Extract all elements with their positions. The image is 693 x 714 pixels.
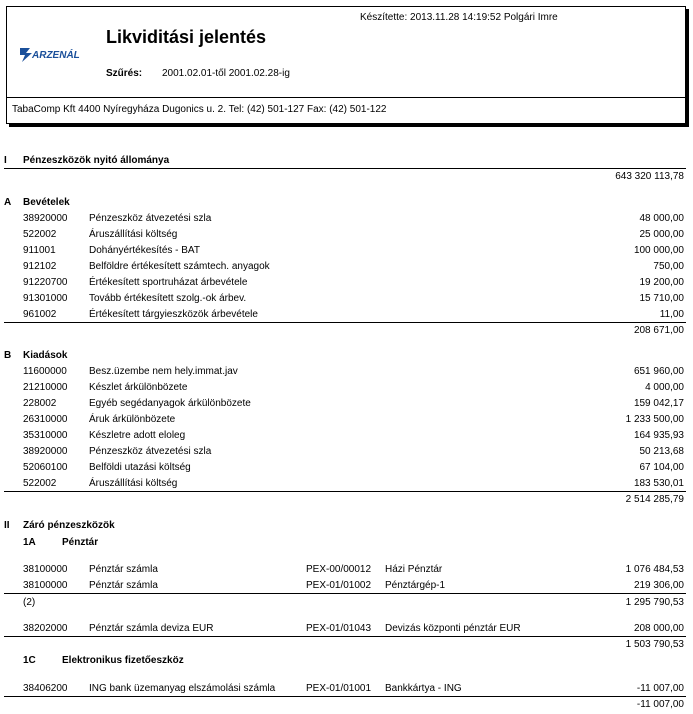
subsection-1a-num: 1A [23, 537, 36, 548]
header-divider [6, 97, 685, 98]
table-row-code: 912102 [23, 261, 57, 272]
table-row-amount: 15 710,00 [639, 293, 684, 304]
section-ii-title: Záró pénzeszközök [23, 520, 115, 531]
filter-value: 2001.02.01-től 2001.02.28-ig [162, 68, 290, 79]
table-row-amount: 4 000,00 [645, 382, 684, 393]
subsection-1c-num: 1C [23, 655, 36, 666]
table-row-amount: 19 200,00 [639, 277, 684, 288]
group-total: 1 295 790,53 [625, 597, 684, 608]
table-row-code: 38100000 [23, 564, 68, 575]
table-row-desc: Pénztár számla [89, 564, 158, 575]
table-row-amount: 219 306,00 [633, 580, 684, 591]
section-b-total: 2 514 285,79 [625, 494, 684, 505]
table-row-amount: 100 000,00 [633, 245, 684, 256]
table-row-code: 91301000 [23, 293, 68, 304]
arzenal-logo-icon [18, 44, 90, 64]
table-row-desc: Áruszállítási költség [89, 478, 178, 489]
table-row-amount: 11,00 [659, 309, 684, 320]
table-row-amount: 1 076 484,53 [625, 564, 684, 575]
table-row-desc: Értékesített tárgyieszközök árbevétele [89, 309, 258, 320]
section-divider [4, 636, 686, 637]
table-row-desc: Tovább értékesített szolg.-ok árbev. [89, 293, 247, 304]
table-row-code: 38100000 [23, 580, 68, 591]
prepared-by: Készítette: 2013.11.28 14:19:52 Polgári Imre [360, 12, 558, 23]
table-row-ref: PEX-00/00012 [306, 564, 372, 575]
table-row-code: 38202000 [23, 623, 68, 634]
table-row-amount: 208 000,00 [633, 623, 684, 634]
section-b-title: Kiadások [23, 350, 68, 361]
table-row-desc: Belföldi utazási költség [89, 462, 191, 473]
section-i-num: I [4, 155, 7, 166]
table-row-desc: Készletre adott eloleg [89, 430, 186, 441]
company-info: TabaComp Kft 4400 Nyíregyháza Dugonics u. 2. Tel: (42) 501-127 Fax: (42) 501-122 [12, 104, 387, 115]
subsection-1a-total: 1 503 790,53 [625, 639, 684, 650]
table-row-code: 911001 [23, 245, 56, 256]
table-row-desc: Áruszállítási költség [89, 229, 178, 240]
table-row-code: 228002 [23, 398, 57, 409]
section-divider [4, 696, 686, 697]
table-row-code: 11600000 [23, 366, 67, 377]
table-row-code: 38406200 [23, 683, 68, 694]
section-i-title: Pénzeszközök nyitó állománya [23, 155, 170, 166]
table-row-amount: 651 960,00 [633, 366, 684, 377]
table-row-code: 52060100 [23, 462, 68, 473]
subsection-1c-total: -11 007,00 [636, 699, 684, 710]
table-row-amount: 159 042,17 [633, 398, 684, 409]
table-row-amount: 48 000,00 [639, 213, 684, 224]
table-row-ref: PEX-01/01043 [306, 623, 372, 634]
group-label: (2) [23, 597, 36, 608]
section-divider [4, 322, 686, 323]
table-row-code: 961002 [23, 309, 57, 320]
table-row-name: Bankkártya - ING [385, 683, 462, 694]
table-row-desc: Egyéb segédanyagok árkülönbözete [89, 398, 251, 409]
section-divider [4, 491, 686, 492]
table-row-code: 26310000 [23, 414, 68, 425]
table-row-desc: Besz.üzembe nem hely.immat.jav [89, 366, 238, 377]
subsection-1a-title: Pénztár [62, 537, 99, 548]
section-ii-num: II [4, 520, 10, 531]
page-title: Likviditási jelentés [106, 27, 267, 47]
section-divider [4, 168, 686, 169]
table-row-desc: Pénztár számla [89, 580, 158, 591]
table-row-name: Pénztárgép-1 [385, 580, 446, 591]
table-row-code: 38920000 [23, 446, 68, 457]
table-row-amount: 183 530,01 [633, 478, 684, 489]
table-row-amount: -11 007,00 [636, 683, 684, 694]
table-row-code: 522002 [23, 229, 57, 240]
table-row-code: 91220700 [23, 277, 68, 288]
table-row-amount: 1 233 500,00 [625, 414, 684, 425]
section-a-num: A [4, 197, 12, 208]
table-row-amount: 50 213,68 [639, 446, 684, 457]
table-row-name: Devizás központi pénztár EUR [385, 623, 521, 634]
table-row-code: 35310000 [23, 430, 68, 441]
table-row-code: 38920000 [23, 213, 68, 224]
logo-text: ARZENÁL [32, 50, 80, 61]
table-row-amount: 67 104,00 [639, 462, 684, 473]
group-divider [4, 593, 686, 594]
table-row-desc: Pénzeszköz átvezetési szla [89, 446, 212, 457]
table-row-code: 522002 [23, 478, 57, 489]
section-b-num: B [4, 350, 12, 361]
table-row-amount: 25 000,00 [639, 229, 684, 240]
table-row-amount: 164 935,93 [633, 430, 684, 441]
table-row-code: 21210000 [23, 382, 68, 393]
table-row-desc: Áruk árkülönbözete [89, 414, 176, 425]
table-row-desc: ING bank üzemanyag elszámolási számla [89, 683, 276, 694]
section-a-total: 208 671,00 [633, 325, 684, 336]
table-row-desc: Dohányértékesítés - BAT [89, 245, 200, 256]
section-i-total: 643 320 113,78 [615, 171, 684, 182]
filter-label: Szűrés: [106, 68, 143, 79]
table-row-ref: PEX-01/01002 [306, 580, 372, 591]
table-row-ref: PEX-01/01001 [306, 683, 372, 694]
table-row-desc: Belföldre értékesített számtech. anyagok [89, 261, 270, 272]
table-row-name: Házi Pénztár [385, 564, 443, 575]
table-row-desc: Pénzeszköz átvezetési szla [89, 213, 212, 224]
section-a-title: Bevételek [23, 197, 70, 208]
table-row-amount: 750,00 [653, 261, 684, 272]
table-row-desc: Készlet árkülönbözete [89, 382, 188, 393]
subsection-1c-title: Elektronikus fizetőeszköz [62, 655, 184, 666]
table-row-desc: Pénztár számla deviza EUR [89, 623, 214, 634]
table-row-desc: Értékesített sportruházat árbevétele [89, 277, 248, 288]
